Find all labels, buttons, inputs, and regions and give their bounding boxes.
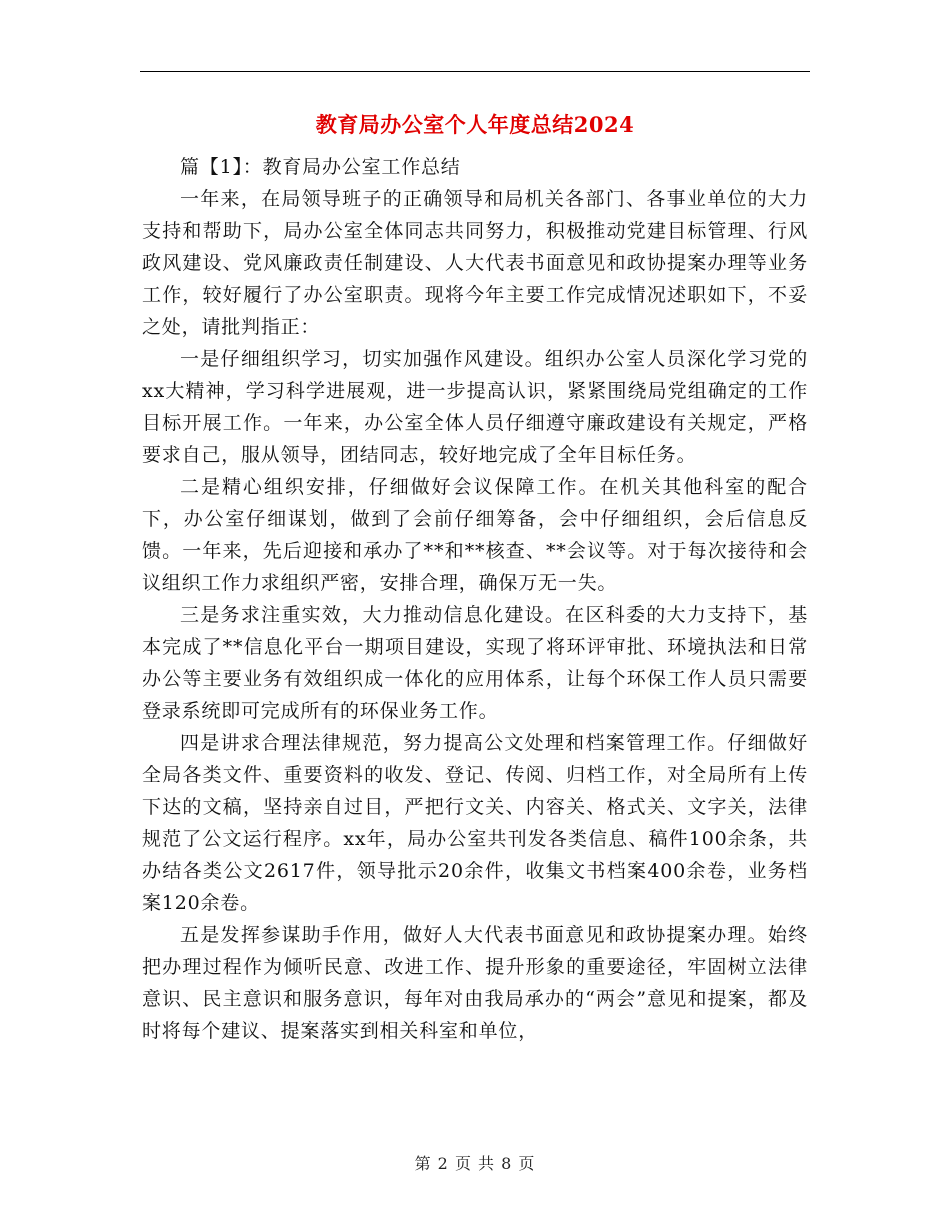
- page-number: 第 2 页 共 8 页: [414, 1154, 536, 1173]
- document-title: 教育局办公室个人年度总结2024: [315, 112, 635, 137]
- section-heading: 篇【1】：教育局办公室工作总结: [180, 156, 461, 178]
- header-rule: [140, 71, 810, 72]
- paragraph-item-3: 三是务求注重实效，大力推动信息化建设。在区科委的大力支持下，基本完成了**信息化平台一期项目建设，实现了将环评审批、环境执法和日常办公等主要业务有效组织成一体化的应用体系，让每个环保工作人员只需要登录系统即可完成所有的环保业务工作。: [142, 604, 808, 722]
- paragraph-item-1: 一是仔细组织学习，切实加强作风建设。组织办公室人员深化学习党的xx大精神，学习科学进展观，进一步提高认识，紧紧围绕局党组确定的工作目标开展工作。一年来，办公室全体人员仔细遵守廉政建设有关规定，严格要求自己，服从领导，团结同志，较好地完成了全年目标任务。: [142, 348, 808, 466]
- paragraph-item-4: 四是讲求合理法律规范，努力提高公文处理和档案管理工作。仔细做好全局各类文件、重要资料的收发、登记、传阅、归档工作，对全局所有上传下达的文稿，坚持亲自过目，严把行文关、内容关、格式关、文字关，法律规范了公文运行程序。xx年，局办公室共刊发各类信息、稿件100余条，共办结各类公文2617件，领导批示20余件，收集文书档案400余卷，业务档案120余卷。: [142, 732, 808, 914]
- paragraph-item-2: 二是精心组织安排，仔细做好会议保障工作。在机关其他科室的配合下，办公室仔细谋划，做到了会前仔细筹备，会中仔细组织，会后信息反馈。一年来，先后迎接和承办了**和**核查、**会议等。对于每次接待和会议组织工作力求组织严密，安排合理，确保万无一失。: [142, 476, 808, 594]
- paragraph-item-5: 五是发挥参谋助手作用，做好人大代表书面意见和政协提案办理。始终把办理过程作为倾听民意、改进工作、提升形象的重要途径，牢固树立法律意识、民主意识和服务意识，每年对由我局承办的“两会”意见和提案，都及时将每个建议、提案落实到相关科室和单位，: [142, 924, 808, 1042]
- paragraph-intro: 一年来，在局领导班子的正确领导和局机关各部门、各事业单位的大力支持和帮助下，局办公室全体同志共同努力，积极推动党建目标管理、行风政风建设、党风廉政责任制建设、人大代表书面意见和政协提案办理等业务工作，较好履行了办公室职责。现将今年主要工作完成情况述职如下，不妥之处，请批判指正：: [142, 188, 808, 338]
- document-body: [142, 151, 808, 1047]
